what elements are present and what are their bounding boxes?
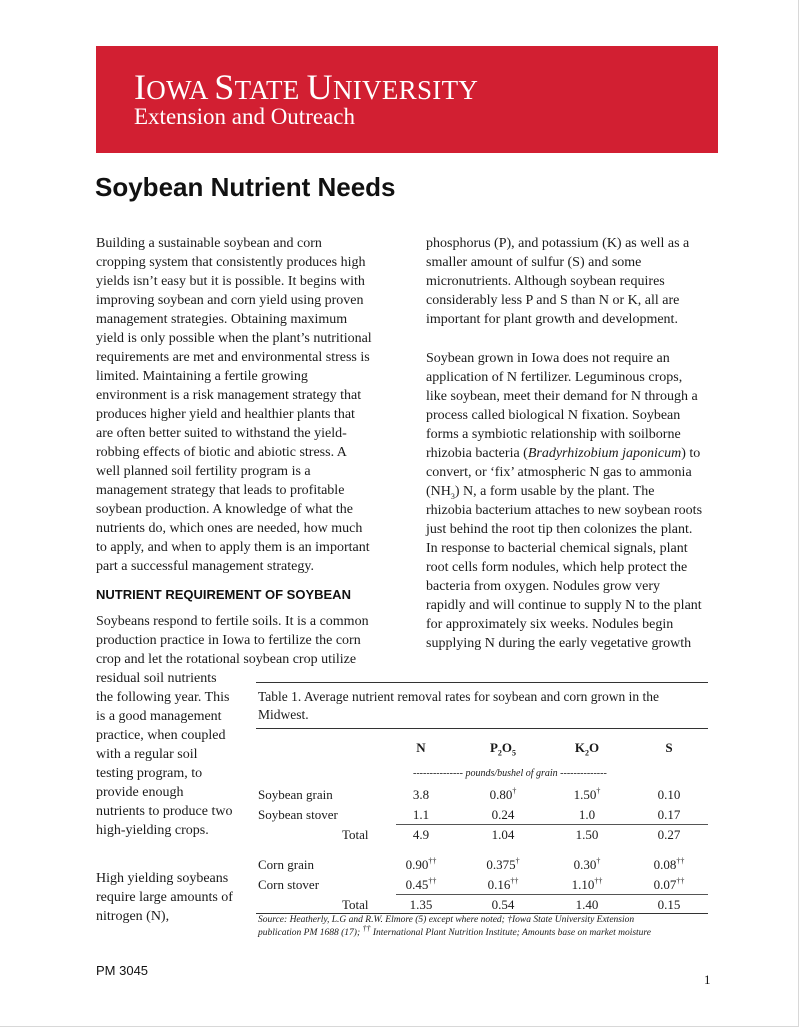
text-line: High yielding soybeans xyxy=(96,871,229,886)
table-cell-n: 1.35 xyxy=(409,897,433,912)
table-cell-s: 0.08†† xyxy=(653,856,685,872)
table-cell-s: 0.27 xyxy=(657,827,681,842)
table-top-rule xyxy=(256,682,708,683)
table-cell-n: 0.90†† xyxy=(405,856,437,872)
text-line: yields isn’t easy but it is possible. It begins with xyxy=(96,274,365,289)
text-line: Building a sustainable soybean and corn xyxy=(96,236,322,251)
row-label: Corn stover xyxy=(258,877,320,892)
table-source-note: Source: Heatherly, L.G and R.W. Elmore (5) except where noted; †Iowa State University Extension publication PM 1688 (17); †† International Plant Nutrition Institute; Amounts base on market moisture xyxy=(258,915,651,938)
text-line: soybean production. A knowledge of what the xyxy=(96,502,354,517)
text-line: testing program, to xyxy=(96,766,203,781)
text-line: high-yielding crops. xyxy=(96,823,209,838)
text-line: management strategy that leads to profitable xyxy=(96,483,345,498)
row-label: Total xyxy=(342,827,369,842)
text-line: like soybean, meet their demand for N through a xyxy=(426,389,698,404)
table-cell-k: 1.10†† xyxy=(571,876,603,892)
nutrients-paragraph xyxy=(426,234,689,329)
caption-rule xyxy=(256,728,708,729)
text-line: limited. Maintaining a fertile growing xyxy=(96,369,308,384)
text-line: rhizobia bacteria (Bradyrhizobium japonicum) to xyxy=(426,446,701,461)
species-name: Bradyrhizobium japonicum xyxy=(527,446,682,461)
wordmark-initial-i: I xyxy=(134,67,147,107)
row-label: Soybean stover xyxy=(258,807,338,822)
text-line: are often better suited to withstand the yield- xyxy=(96,426,347,441)
text-line: Soybean grown in Iowa does not require an xyxy=(426,351,670,366)
wordmark-tate: TATE xyxy=(234,75,307,105)
table-cell-n: 1.1 xyxy=(412,807,430,822)
text-line: nutrients do, which ones are needed, how much xyxy=(96,521,363,536)
text-line: rhizobia bacterium attaches to new soybean roots xyxy=(426,503,703,518)
text-line: produces higher yield and healthier plants that xyxy=(96,407,355,422)
intro-paragraph xyxy=(96,234,372,576)
extension-subtitle: Extension and Outreach xyxy=(134,104,355,129)
units-label: --------------- pounds/bushel of grain -------------- xyxy=(413,768,607,779)
text-line: root cells form nodules, which help protect the xyxy=(426,560,688,575)
text-line: $(NH_3)$ N, a form usable by the plant. The xyxy=(426,484,655,501)
text-line: nutrients to produce two xyxy=(96,804,233,819)
text-line: considerably less P and S than N or K, all are xyxy=(426,293,680,308)
table-cell-k: 1.50 xyxy=(575,827,599,842)
table-cell-s: 0.17 xyxy=(657,807,681,822)
text-line: require large amounts of xyxy=(96,890,233,905)
table-cell-k: 1.50† xyxy=(573,786,601,802)
col-header-s: S xyxy=(665,740,673,755)
row-label: Corn grain xyxy=(258,857,314,872)
text-line: rapidly and will continue to supply N to the plant xyxy=(426,598,702,613)
header-banner xyxy=(96,46,718,153)
text-line: just behind the root tip then colonizes the plant. xyxy=(426,522,693,537)
page-title: Soybean Nutrient Needs xyxy=(95,172,396,202)
text-line: residual soil nutrients xyxy=(96,671,217,686)
col-header-k2o: $K_2O$ xyxy=(574,740,600,758)
text-line: forms a symbiotic relationship with soilborne xyxy=(426,427,681,442)
table-cell-p: 0.80† xyxy=(489,786,517,802)
text-line: well planned soil fertility program is a xyxy=(96,464,311,479)
col-header-p2o5: $P_2O_5$ xyxy=(489,740,517,758)
table-cell-k: 1.0 xyxy=(578,807,596,822)
text-line: convert, or ‘fix’ atmospheric N gas to ammonia xyxy=(426,465,692,480)
col-header-n: N xyxy=(416,740,426,755)
table-cell-p: 0.54 xyxy=(491,897,515,912)
text-line: Soybeans respond to fertile soils. It is a common xyxy=(96,614,369,629)
table-cell-p: 0.375† xyxy=(486,856,520,872)
fixation-paragraph xyxy=(426,349,702,653)
table-cell-n: 0.45†† xyxy=(405,876,437,892)
table-cell-s: 0.07†† xyxy=(653,876,685,892)
text-line: requirements are met and environmental stress is xyxy=(96,350,370,365)
wordmark-niversity: NIVERSITY xyxy=(332,75,479,105)
row-label: Soybean grain xyxy=(258,787,333,802)
row-label: Total xyxy=(342,897,369,912)
text-line: robbing effects of biotic and abiotic stress. A xyxy=(96,445,347,460)
text-line: important for plant growth and development. xyxy=(426,312,678,327)
text-line: practice, when coupled xyxy=(96,728,226,743)
table-cell-k: 1.40 xyxy=(575,897,599,912)
text-line: improving soybean and corn yield using proven xyxy=(96,293,364,308)
soy-total-rule xyxy=(396,824,708,825)
text-line: for approximately six weeks. Nodules begin xyxy=(426,617,674,632)
table-caption: Table 1. Average nutrient removal rates for soybean and corn grown in the Midwest. xyxy=(258,689,660,722)
section-paragraph xyxy=(96,612,369,669)
table-cell-p: 0.16†† xyxy=(487,876,519,892)
text-line: micronutrients. Although soybean requires xyxy=(426,274,665,289)
publication-code: PM 3045 xyxy=(96,963,149,978)
text-line: part a successful management strategy. xyxy=(96,559,314,574)
section-paragraph-narrow xyxy=(96,669,232,840)
text-line: management strategies. Obtaining maximum xyxy=(96,312,348,327)
text-line: production practice in Iowa to fertilize the corn xyxy=(96,633,361,648)
table-cell-k: 0.30† xyxy=(573,856,601,872)
text-line: provide enough xyxy=(96,785,184,800)
text-line: cropping system that consistently produces high xyxy=(96,255,366,270)
page-number: 1 xyxy=(704,972,711,987)
text-line: supplying N during the early vegetative growth xyxy=(426,636,692,651)
table-cell-n: 3.8 xyxy=(412,787,430,802)
text-line: is a good management xyxy=(96,709,222,724)
table-cell-s: 0.15 xyxy=(657,897,681,912)
wordmark-initial-u: U xyxy=(306,67,333,107)
university-wordmark xyxy=(134,67,479,107)
text-line: phosphorus (P), and potassium (K) as well as a xyxy=(426,236,690,251)
text-line: to apply, and when to apply them is an important xyxy=(96,540,370,555)
text-line: yield is only possible when the plant’s nutritional xyxy=(96,331,372,346)
section-heading: NUTRIENT REQUIREMENT OF SOYBEAN xyxy=(96,587,351,602)
text-line: In response to bacterial chemical signals, plant xyxy=(426,541,688,556)
text-line: the following year. This xyxy=(96,690,230,705)
corn-total-rule xyxy=(396,894,708,895)
table-cell-p: 1.04 xyxy=(491,827,515,842)
table-cell-p: 0.24 xyxy=(491,807,515,822)
text-line: application of N fertilizer. Leguminous crops, xyxy=(426,370,683,385)
text-line: with a regular soil xyxy=(96,747,198,762)
wordmark-initial-s: S xyxy=(214,67,235,107)
text-line: environment is a risk management strategy that xyxy=(96,388,362,403)
text-line: process called biological N fixation. Soybean xyxy=(426,408,681,423)
text-line: crop and let the rotational soybean crop utilize xyxy=(96,652,357,667)
text-line: bacteria from oxygen. Nodules grow very xyxy=(426,579,661,594)
table-cell-n: 4.9 xyxy=(412,827,430,842)
text-line: smaller amount of sulfur (S) and some xyxy=(426,255,642,270)
text-line: nitrogen (N), xyxy=(96,909,170,924)
table-cell-s: 0.10 xyxy=(657,787,681,802)
nitrogen-paragraph xyxy=(96,869,233,926)
wordmark-owa: OWA xyxy=(146,75,215,105)
